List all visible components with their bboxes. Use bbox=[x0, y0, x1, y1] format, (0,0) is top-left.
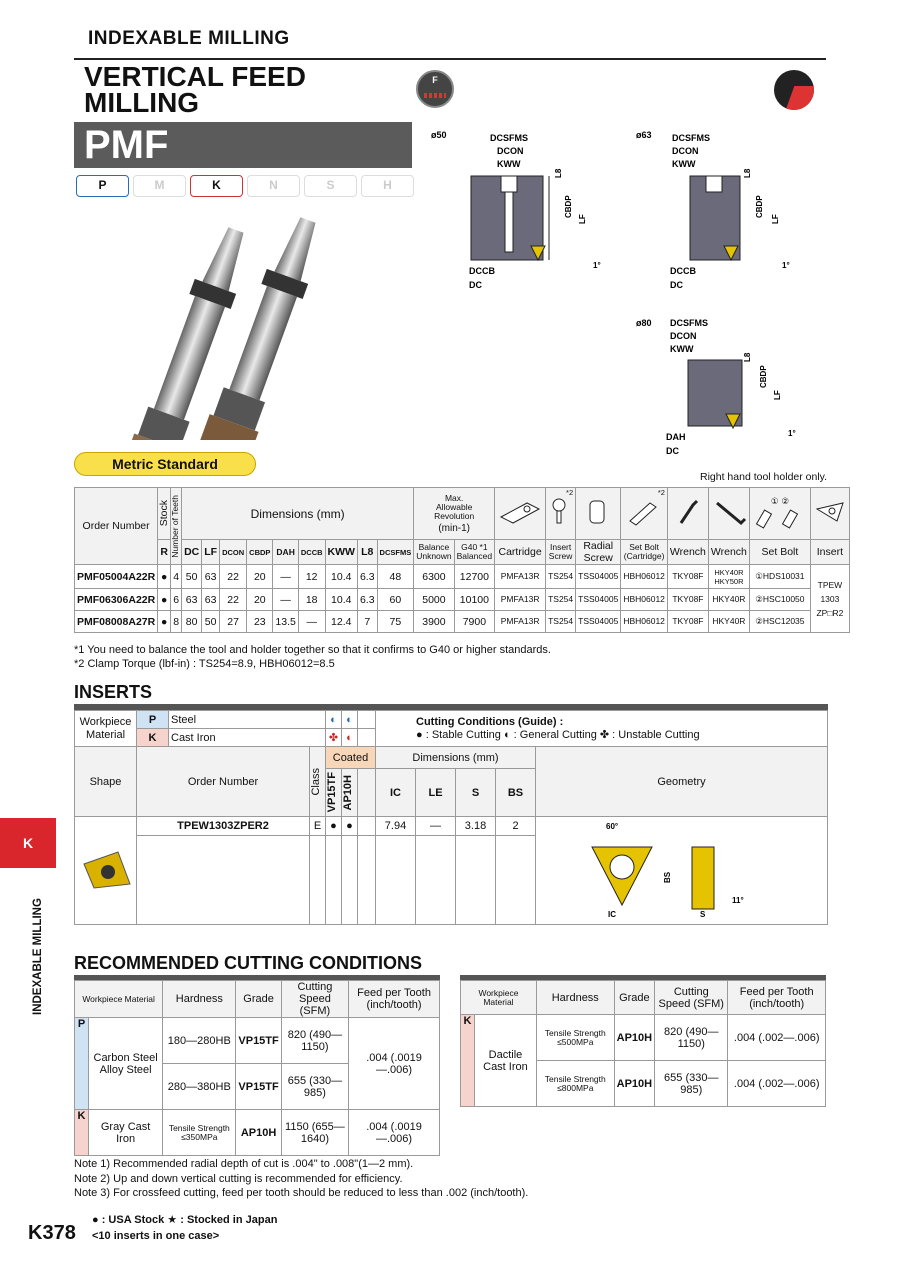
metric-standard-pill: Metric Standard bbox=[74, 452, 256, 476]
dccb: 18 bbox=[298, 589, 325, 611]
cbdp: 23 bbox=[247, 611, 273, 633]
d50-dcon-label: DCON bbox=[497, 146, 524, 156]
insert-value: TPEW 1303 ZP□R2 bbox=[810, 565, 849, 633]
d80-angle-label: 1° bbox=[788, 429, 796, 438]
teeth: 4 bbox=[171, 565, 182, 589]
teeth: 8 bbox=[171, 611, 182, 633]
note-1: Note 1) Recommended radial depth of cut is .004" to .008"(1—2 mm). bbox=[74, 1158, 414, 1170]
setbolt-cartridge-icon bbox=[621, 488, 668, 540]
material: Carbon Steel Alloy Steel bbox=[89, 1018, 163, 1110]
h-cartridge: Cartridge bbox=[495, 540, 546, 565]
page-title: VERTICAL FEED MILLING bbox=[84, 61, 306, 118]
cc-title: Cutting Conditions (Guide) : bbox=[416, 716, 564, 728]
p-tag: P bbox=[75, 1018, 89, 1110]
radial-screw: TSS04005 bbox=[576, 611, 621, 633]
hardness: 280—380HB bbox=[163, 1064, 236, 1110]
h-bs: BS bbox=[496, 769, 536, 817]
k-tag: K bbox=[461, 1015, 475, 1107]
insert-class: E bbox=[310, 817, 326, 836]
note-2: Note 2) Up and down vertical cutting is recommended for efficiency. bbox=[74, 1172, 403, 1185]
edge-badge-icon bbox=[774, 70, 814, 110]
feed: .004 (.0019—.006) bbox=[349, 1018, 440, 1110]
h-radial-screw: Radial Screw bbox=[576, 540, 621, 565]
recommended-table-left bbox=[74, 980, 440, 1156]
legend-line-2: <10 inserts in one case> bbox=[92, 1230, 220, 1242]
cc-legend: ● : Stable Cutting ◐ : General Cutting ✤ : Unstable Cutting bbox=[416, 729, 700, 741]
d80-dcon-label: DCON bbox=[670, 331, 697, 341]
dah: — bbox=[273, 589, 298, 611]
dccb: — bbox=[298, 611, 325, 633]
h-dc: DC bbox=[182, 540, 202, 565]
general-cutting-icon: ◐ bbox=[342, 729, 358, 747]
d63-l8-label: L8 bbox=[743, 168, 752, 178]
h-workpiece: Workpiece Material bbox=[461, 981, 537, 1015]
h-order-number: Order Number bbox=[75, 488, 158, 565]
set-bolt: ①HDS10031 bbox=[749, 565, 810, 589]
cbdp: 20 bbox=[247, 589, 273, 611]
grade: VP15TF bbox=[236, 1018, 281, 1064]
tag-p: P bbox=[76, 175, 129, 197]
table-row bbox=[75, 611, 850, 633]
insert-ap10h: ● bbox=[342, 817, 358, 836]
order-number: PMF06306A22R bbox=[75, 589, 158, 611]
wrench1-icon bbox=[667, 488, 708, 540]
inserts-title: INSERTS bbox=[74, 682, 153, 702]
insert-shape-icon bbox=[75, 817, 137, 925]
note-2: *2 Clamp Torque (lbf-in) : TS254=8.9, HBH06012=8.5 bbox=[74, 658, 335, 670]
dcsfms: 48 bbox=[377, 565, 414, 589]
set-bolt: ②HSC12035 bbox=[749, 611, 810, 633]
d50-cbdp-label: CBDP bbox=[564, 195, 573, 218]
insert-screw: TS254 bbox=[546, 611, 576, 633]
badge-f-label: F bbox=[432, 75, 438, 85]
h-dimensions: Dimensions (mm) bbox=[182, 488, 414, 540]
h-hardness: Hardness bbox=[163, 981, 236, 1018]
insert-s: 3.18 bbox=[456, 817, 496, 836]
hardness: Tensile Strength ≤350MPa bbox=[163, 1110, 236, 1156]
h-teeth: Number of Teeth bbox=[170, 494, 181, 558]
balance-unknown: 5000 bbox=[414, 589, 454, 611]
header-rule bbox=[74, 58, 826, 60]
h-maxrev-3: (min-1) bbox=[438, 523, 470, 534]
balance-unknown: 6300 bbox=[414, 565, 454, 589]
grade: VP15TF bbox=[236, 1064, 281, 1110]
d50-label: ø50 bbox=[431, 130, 447, 140]
lf: 50 bbox=[202, 611, 220, 633]
speed: 655 (330—985) bbox=[281, 1064, 348, 1110]
hardness: Tensile Strength ≤500MPa bbox=[536, 1015, 614, 1061]
set-bolt-cartridge: HBH06012 bbox=[621, 589, 668, 611]
wrench-1: TKY08F bbox=[667, 589, 708, 611]
cartridge: PMFA13R bbox=[495, 611, 546, 633]
d63-cbdp-label: CBDP bbox=[755, 195, 764, 218]
unstable-cutting-icon: ✤ bbox=[326, 729, 342, 747]
lf: 63 bbox=[202, 589, 220, 611]
insert-geometry bbox=[536, 817, 828, 925]
diagram-d80 bbox=[630, 314, 810, 460]
side-label-text: INDEXABLE MILLING bbox=[32, 898, 44, 1015]
d50-dccb-label: DCCB bbox=[469, 266, 495, 276]
d63-dccb-label: DCCB bbox=[670, 266, 696, 276]
mat-p: P bbox=[137, 711, 169, 729]
table-row bbox=[75, 817, 828, 836]
h-dimensions: Dimensions (mm) bbox=[376, 747, 536, 769]
h-dcon: DCON bbox=[220, 540, 247, 565]
feed: .004 (.002—.006) bbox=[728, 1061, 826, 1107]
wrench-2: HKY40R bbox=[708, 589, 749, 611]
h-wrench-1: Wrench bbox=[667, 540, 708, 565]
general-cutting-icon: ◐ bbox=[326, 711, 342, 729]
feed: .004 (.002—.006) bbox=[728, 1015, 826, 1061]
insert-vp15tf: ● bbox=[326, 817, 342, 836]
dccb: 12 bbox=[298, 565, 325, 589]
h-set-bolt: Set Bolt bbox=[749, 540, 810, 565]
radial-screw: TSS04005 bbox=[576, 589, 621, 611]
h-hardness: Hardness bbox=[536, 981, 614, 1015]
h-dah: DAH bbox=[273, 540, 298, 565]
dcon: 22 bbox=[220, 565, 247, 589]
h-ic: IC bbox=[376, 769, 416, 817]
h-s: S bbox=[456, 769, 496, 817]
insert-ic: 7.94 bbox=[376, 817, 416, 836]
setbolt-icons bbox=[749, 488, 810, 540]
g40-balanced: 7900 bbox=[454, 611, 494, 633]
grade: AP10H bbox=[236, 1110, 281, 1156]
speed: 1150 (655—1640) bbox=[281, 1110, 348, 1156]
cartridge: PMFA13R bbox=[495, 565, 546, 589]
d80-lf-label: LF bbox=[773, 390, 782, 400]
wrench-2: HKY40R HKY50R bbox=[708, 565, 749, 589]
insert-bs: 2 bbox=[496, 817, 536, 836]
h-stock: Stock bbox=[158, 500, 171, 527]
d80-label: ø80 bbox=[636, 318, 652, 328]
table-row bbox=[75, 1110, 440, 1156]
dcon: 27 bbox=[220, 611, 247, 633]
insert-screw: TS254 bbox=[546, 589, 576, 611]
note-3: Note 3) For crossfeed cutting, feed per tooth should be reduced to less than .002 (inch/tooth). bbox=[74, 1187, 529, 1199]
d63-label: ø63 bbox=[636, 130, 652, 140]
h-kww: KWW bbox=[325, 540, 357, 565]
geo-ic: IC bbox=[607, 910, 616, 919]
product-photo bbox=[78, 210, 408, 440]
h-grade: Grade bbox=[236, 981, 281, 1018]
set-bolt: ②HSC10050 bbox=[749, 589, 810, 611]
right-hand-note: Right hand tool holder only. bbox=[700, 471, 828, 483]
h-maxrev-1: Max. bbox=[444, 493, 464, 503]
d50-dcsfms-label: DCSFMS bbox=[490, 133, 528, 143]
h-shape: Shape bbox=[75, 747, 137, 817]
recommended-title: RECOMMENDED CUTTING CONDITIONS bbox=[74, 953, 422, 973]
h-dcsfms: DCSFMS bbox=[377, 540, 414, 565]
wrench-1: TKY08F bbox=[667, 565, 708, 589]
d63-lf-label: LF bbox=[771, 214, 780, 224]
h-g40-balanced: G40 *1 Balanced bbox=[454, 540, 494, 565]
h-r: R bbox=[158, 540, 171, 565]
h-insert-screw: Insert Screw bbox=[546, 540, 576, 565]
tag-k: K bbox=[190, 175, 243, 197]
h-wrench-2: Wrench bbox=[708, 540, 749, 565]
d80-dah-label: DAH bbox=[666, 432, 686, 442]
l8: 6.3 bbox=[357, 589, 377, 611]
side-tab-k: K bbox=[0, 818, 56, 868]
material: Gray Cast Iron bbox=[89, 1110, 163, 1156]
d50-dc-label: DC bbox=[469, 280, 482, 290]
h-balance-unknown: Balance Unknown bbox=[414, 540, 454, 565]
face-mill-badge-icon bbox=[416, 70, 454, 108]
h-grade-ap10h: AP10H bbox=[342, 774, 354, 811]
insert-screw: TS254 bbox=[546, 565, 576, 589]
circ1: ① bbox=[770, 496, 779, 506]
star2-a: *2 bbox=[566, 488, 574, 497]
set-bolt-cartridge: HBH06012 bbox=[621, 565, 668, 589]
d63-angle-label: 1° bbox=[782, 261, 790, 270]
teeth: 6 bbox=[171, 589, 182, 611]
order-number: PMF08008A27R bbox=[75, 611, 158, 633]
d50-kww-label: KWW bbox=[497, 159, 521, 169]
stock: ● bbox=[158, 589, 171, 611]
d63-dc-label: DC bbox=[670, 280, 683, 290]
h-geometry: Geometry bbox=[536, 747, 828, 817]
cartridge-icon bbox=[495, 488, 546, 540]
dah: 13.5 bbox=[273, 611, 298, 633]
table-row bbox=[75, 1018, 440, 1064]
h-le: LE bbox=[416, 769, 456, 817]
geo-angle11: 11° bbox=[731, 896, 744, 905]
section-title: INDEXABLE MILLING bbox=[88, 28, 290, 49]
holder-table bbox=[74, 487, 850, 633]
geo-s: S bbox=[699, 910, 705, 919]
d80-dc-label: DC bbox=[666, 446, 679, 456]
speed: 655 (330—985) bbox=[655, 1061, 728, 1107]
d50-angle-label: 1° bbox=[593, 261, 601, 270]
kww: 10.4 bbox=[325, 565, 357, 589]
material-tags bbox=[76, 175, 414, 197]
h-grade-vp15tf: VP15TF bbox=[326, 772, 338, 813]
insert-le: — bbox=[416, 817, 456, 836]
h-speed: Cutting Speed (SFM) bbox=[281, 981, 348, 1018]
h-class: Class bbox=[310, 767, 322, 796]
grade: AP10H bbox=[614, 1015, 654, 1061]
diagram-d63 bbox=[630, 128, 810, 293]
g40-balanced: 12700 bbox=[454, 565, 494, 589]
dcsfms: 60 bbox=[377, 589, 414, 611]
mat-k: K bbox=[137, 729, 169, 747]
g40-balanced: 10100 bbox=[454, 589, 494, 611]
side-label bbox=[30, 875, 50, 1015]
cutting-notes bbox=[74, 1157, 528, 1201]
dcsfms: 75 bbox=[377, 611, 414, 633]
d80-kww-label: KWW bbox=[670, 344, 694, 354]
d63-dcsfms-label: DCSFMS bbox=[672, 133, 710, 143]
tag-m: M bbox=[133, 175, 186, 197]
insert-screw-icon bbox=[546, 488, 576, 540]
dc: 80 bbox=[182, 611, 202, 633]
stock: ● bbox=[158, 565, 171, 589]
dc: 63 bbox=[182, 589, 202, 611]
tag-n: N bbox=[247, 175, 300, 197]
wrench-1: TKY08F bbox=[667, 611, 708, 633]
h-l8: L8 bbox=[357, 540, 377, 565]
h-dccb: DCCB bbox=[298, 540, 325, 565]
h-set-bolt-cartridge: Set Bolt (Cartridge) bbox=[621, 540, 668, 565]
note-1: *1 You need to balance the tool and holder together so that it confirms to G40 or higher standards. bbox=[74, 644, 551, 656]
h-coated: Coated bbox=[326, 747, 376, 769]
h-workpiece: Workpiece Material bbox=[75, 981, 163, 1018]
h-maxrev-2: Allowable Revolution bbox=[434, 502, 475, 521]
h-feed: Feed per Tooth (inch/tooth) bbox=[728, 981, 826, 1015]
radial-screw: TSS04005 bbox=[576, 565, 621, 589]
d80-cbdp-label: CBDP bbox=[759, 365, 768, 388]
d80-dcsfms-label: DCSFMS bbox=[670, 318, 708, 328]
balance-unknown: 3900 bbox=[414, 611, 454, 633]
stock-legend bbox=[92, 1212, 277, 1244]
h-speed: Cutting Speed (SFM) bbox=[655, 981, 728, 1015]
h-insert: Insert bbox=[810, 540, 849, 565]
cartridge: PMFA13R bbox=[495, 589, 546, 611]
recommended-table-right bbox=[460, 980, 826, 1107]
speed: 820 (490—1150) bbox=[655, 1015, 728, 1061]
material: Dactile Cast Iron bbox=[475, 1015, 537, 1107]
dc: 50 bbox=[182, 565, 202, 589]
table-notes bbox=[74, 643, 551, 671]
page-number: K378 bbox=[28, 1222, 76, 1244]
geo-bs: BS bbox=[662, 871, 672, 883]
star2-b: *2 bbox=[657, 488, 665, 497]
l8: 7 bbox=[357, 611, 377, 633]
inserts-table bbox=[74, 710, 828, 925]
geo-angle60: 60° bbox=[605, 822, 618, 831]
insert-order-number: TPEW1303ZPER2 bbox=[137, 817, 310, 836]
product-name: PMF bbox=[74, 122, 412, 168]
legend-line-1: ● : USA Stock ★ : Stocked in Japan bbox=[92, 1214, 278, 1226]
order-number: PMF05004A22R bbox=[75, 565, 158, 589]
diagram-d50 bbox=[425, 128, 605, 293]
l8: 6.3 bbox=[357, 565, 377, 589]
d50-lf-label: LF bbox=[578, 214, 587, 224]
general-cutting-icon: ◐ bbox=[342, 711, 358, 729]
tag-s: S bbox=[304, 175, 357, 197]
d63-kww-label: KWW bbox=[672, 159, 696, 169]
h-grade: Grade bbox=[614, 981, 654, 1015]
mat-p-name: Steel bbox=[169, 711, 326, 729]
wrench2-icon bbox=[708, 488, 749, 540]
table-row bbox=[461, 1015, 826, 1061]
h-order-number: Order Number bbox=[137, 747, 310, 817]
tag-h: H bbox=[361, 175, 414, 197]
table-row bbox=[75, 589, 850, 611]
d63-dcon-label: DCON bbox=[672, 146, 699, 156]
d80-l8-label: L8 bbox=[743, 352, 752, 362]
k-tag: K bbox=[75, 1110, 89, 1156]
circ2: ② bbox=[781, 496, 789, 506]
dcon: 22 bbox=[220, 589, 247, 611]
h-cbdp: CBDP bbox=[247, 540, 273, 565]
d50-l8-label: L8 bbox=[554, 168, 563, 178]
h-feed: Feed per Tooth (inch/tooth) bbox=[349, 981, 440, 1018]
kww: 12.4 bbox=[325, 611, 357, 633]
hardness: 180—280HB bbox=[163, 1018, 236, 1064]
stock: ● bbox=[158, 611, 171, 633]
dah: — bbox=[273, 565, 298, 589]
workpiece-label: Workpiece Material bbox=[75, 711, 137, 747]
insert-icon bbox=[810, 488, 849, 540]
speed: 820 (490—1150) bbox=[281, 1018, 348, 1064]
kww: 10.4 bbox=[325, 589, 357, 611]
radial-screw-icon bbox=[576, 488, 621, 540]
cbdp: 20 bbox=[247, 565, 273, 589]
feed: .004 (.0019—.006) bbox=[349, 1110, 440, 1156]
lf: 63 bbox=[202, 565, 220, 589]
grade: AP10H bbox=[614, 1061, 654, 1107]
wrench-2: HKY40R bbox=[708, 611, 749, 633]
hardness: Tensile Strength ≤800MPa bbox=[536, 1061, 614, 1107]
h-lf: LF bbox=[202, 540, 220, 565]
mat-k-name: Cast Iron bbox=[169, 729, 326, 747]
table-row bbox=[75, 565, 850, 589]
cutting-conditions-legend bbox=[376, 711, 828, 747]
set-bolt-cartridge: HBH06012 bbox=[621, 611, 668, 633]
